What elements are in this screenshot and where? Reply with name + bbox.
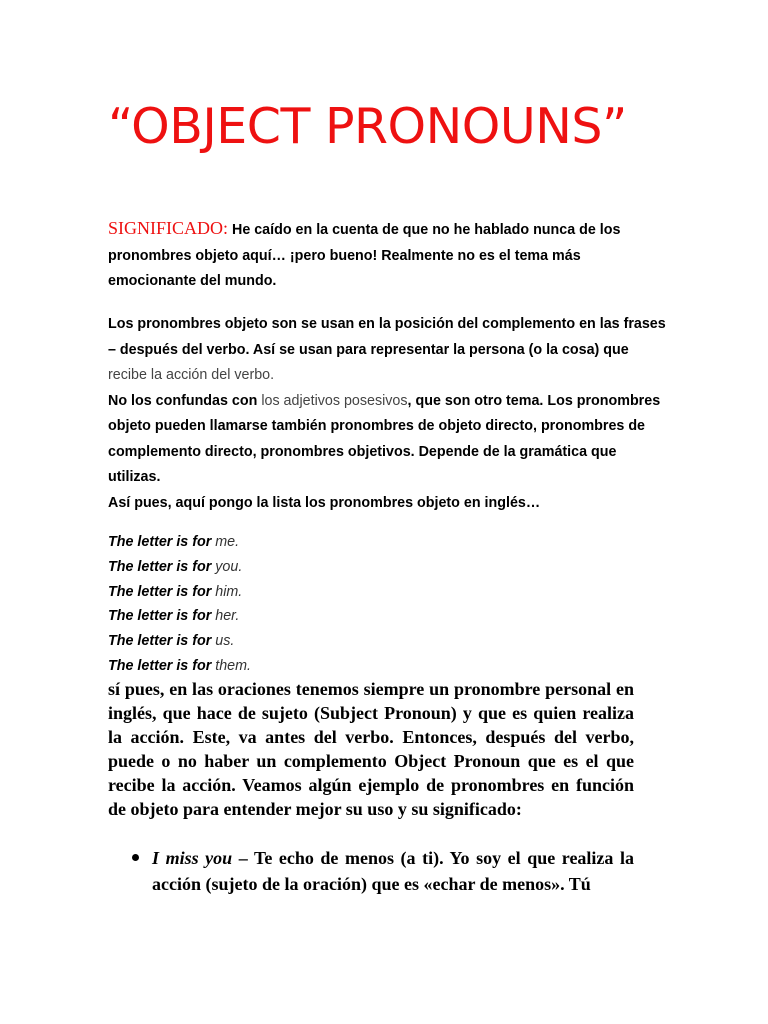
example-period: . <box>247 657 252 674</box>
explanation-line-1 <box>108 312 668 389</box>
bullet-item <box>108 845 634 897</box>
possessive-adjectives-link: los adjetivos posesivos <box>261 392 408 409</box>
example-period: . <box>235 534 240 550</box>
example-pronoun: him <box>215 583 239 600</box>
explanation-text: No los confundas con <box>108 392 262 409</box>
example-prefix: The letter is for <box>108 608 216 625</box>
example-sentence <box>108 604 251 629</box>
example-prefix: The letter is for <box>108 534 216 550</box>
example-prefix: The letter is for <box>108 583 216 600</box>
example-period: . <box>230 633 235 650</box>
bullet-example-phrase: I miss you <box>152 848 233 868</box>
example-pronoun: me <box>215 534 236 550</box>
explanation-line-3: Así pues, aquí pongo la lista los pronombres objeto en inglés… <box>108 494 541 511</box>
example-sentence <box>108 580 251 605</box>
example-period: . <box>235 608 240 625</box>
example-pronoun: us <box>215 633 231 650</box>
explanation-text: Los pronombres objeto son se usan en la posición del complemento en las frases – después del verbo. Así se usan para representar la persona (o la cosa) que <box>108 316 666 358</box>
example-list <box>108 530 251 679</box>
example-prefix: The letter is for <box>108 657 216 674</box>
example-period: . <box>238 583 243 600</box>
example-period: . <box>238 558 243 575</box>
example-sentence <box>108 654 251 679</box>
bullet-text: – Te echo de menos (a ti). Yo soy el que realiza la acción (sujeto de la oración) que es «echar de menos». Tú <box>152 848 634 894</box>
example-sentence <box>108 629 251 654</box>
significado-label: SIGNIFICADO: <box>108 218 229 238</box>
body-paragraph: sí pues, en las oraciones tenemos siempre un pronombre personal en inglés, que hace de sujeto (Subject Pronoun) y que es quien realiza la acción. Este, va antes del verbo. Entonces, después del verbo, puede o no haber un complemento Object Pronoun que es el que recibe la acción. Veamos algún ejemplo de pronombres en función de objeto para entender mejor su uso y su significado: <box>108 679 634 819</box>
example-pronoun: them <box>215 657 248 674</box>
explanation-paragraph <box>108 312 668 516</box>
example-sentence <box>108 530 251 555</box>
bullet-list <box>108 845 634 897</box>
page-title: “OBJECT PRONOUNS” <box>108 98 627 155</box>
example-prefix: The letter is for <box>108 558 216 575</box>
intro-paragraph <box>108 216 668 295</box>
explanation-line-2 <box>108 389 668 491</box>
explanation-text: , que son otro tema. Los pronombres objeto pueden llamarse también pronombres de objeto directo, pronombres de complemento directo, pronombres objetivos. Depende de la gramática que utilizas. <box>108 392 661 485</box>
explanation-link-text: recibe la acción del verbo. <box>108 367 275 383</box>
intro-text: He caído en la cuenta de que no he hablado nunca de los pronombres objeto aquí… ¡pero bueno! Realmente no es el tema más emocionante del mundo. <box>108 222 621 289</box>
bullet-dot-icon <box>132 854 139 861</box>
example-pronoun: her <box>215 608 236 625</box>
example-prefix: The letter is for <box>108 633 216 650</box>
example-sentence <box>108 555 251 580</box>
example-pronoun: you <box>215 558 239 575</box>
